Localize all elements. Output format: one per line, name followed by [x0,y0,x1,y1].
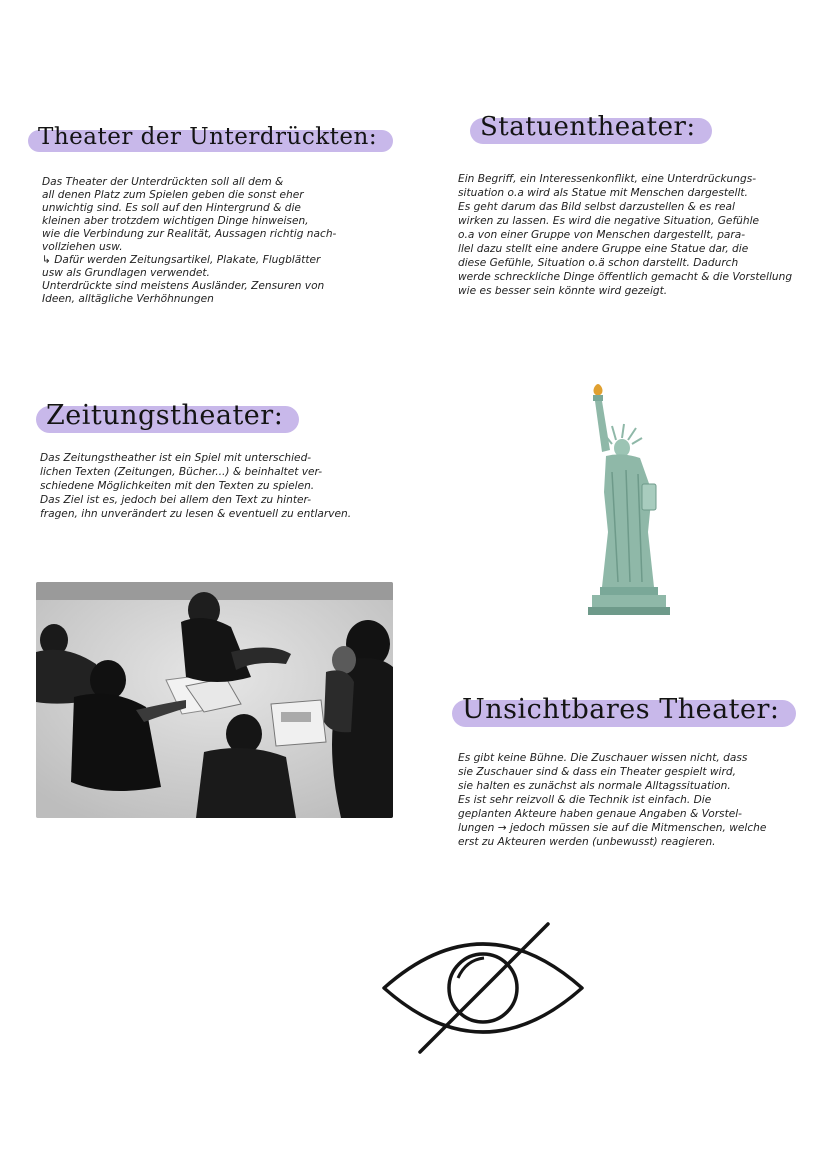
eye-slash-icon [378,920,588,1056]
heading-text: Theater der Unterdrückten: [38,124,378,150]
heading-text: Zeitungstheater: [46,400,284,431]
heading-zeitungstheater [40,398,297,435]
eye-slash-graphic [378,920,588,1056]
statue-of-liberty-icon [582,382,682,618]
heading-unsichtbares-theater [456,692,794,729]
section-zeitungstheater [40,398,390,521]
text-theater-unterdrueckten: Das Theater der Unterdrückten soll all dem & all denen Platz zum Spielen geben die sonst eher unwichtig sind. Es soll auf den Hintergrund & die kleinen aber trotzdem wichtigen Dinge hinweisen, wie die Verbindung zur Realität, Aussagen richtig nach- vollziehen usw. ↳ Dafür werden Zeitungsartikel, Plakate, Flugblätter usw als Grundlagen verwendet. Unterdrückte sind meistens Ausländer, Zensuren von Ideen, alltägliche Verhöhnungen [42,176,337,305]
section-theater-unterdrueckten [32,122,402,306]
section-statuentheater [458,110,804,298]
statue-graphic [582,382,682,618]
text-statuentheater: Ein Begriff, ein Interessenkonflikt, eine Unterdrückungs- situation o.a wird als Statue mit Menschen dargestellt. Es geht darum das Bild selbst darzustellen & es real wirken zu lassen. Es wird die negative Situation, Gefühle o.a von einer Gruppe von Menschen dargestellt, para- llel dazu stellt eine andere Gruppe eine Statue dar, die diese Gefühle, Situation o.ä schon darstellt. Dadurch werde schreckliche Dinge öffentlich gemacht & die Vorstellung wie es besser sein könnte wird gezeigt. [458,173,793,297]
text-unsichtbares-theater: Es gibt keine Bühne. Die Zuschauer wissen nicht, dass sie Zuschauer sind & dass ein Theater gespielt wird, sie halten es zunächst als normale Alltagssituation. Es ist sehr reizvoll & die Technik ist einfach. Die geplanten Akteure haben genaue Angaben & Vorstel- lungen → jedoch müssen sie auf die Mitmenschen, welche erst zu Akteuren werden (unbewusst) reagieren. [458,752,767,848]
heading-statuentheater [474,110,710,146]
heading-text: Unsichtbares Theater: [462,694,780,725]
text-zeitungstheater: Das Zeitungstheather ist ein Spiel mit unterschied- lichen Texten (Zeitungen, Bücher...) & beinhaltet ver- schiedene Möglichkeiten mit den Texten zu spielen. Das Ziel ist es, jedoch bei allem den Text zu hinter- fragen, ihn unverändert zu lesen & eventuell zu entlarven. [40,452,352,520]
photo-people-newspapers [36,582,393,818]
heading-text: Statuentheater: [480,112,696,142]
photo-zeitungstheater [36,582,393,818]
heading-theater-unterdrueckten [32,122,391,154]
section-unsichtbares-theater [456,692,806,849]
